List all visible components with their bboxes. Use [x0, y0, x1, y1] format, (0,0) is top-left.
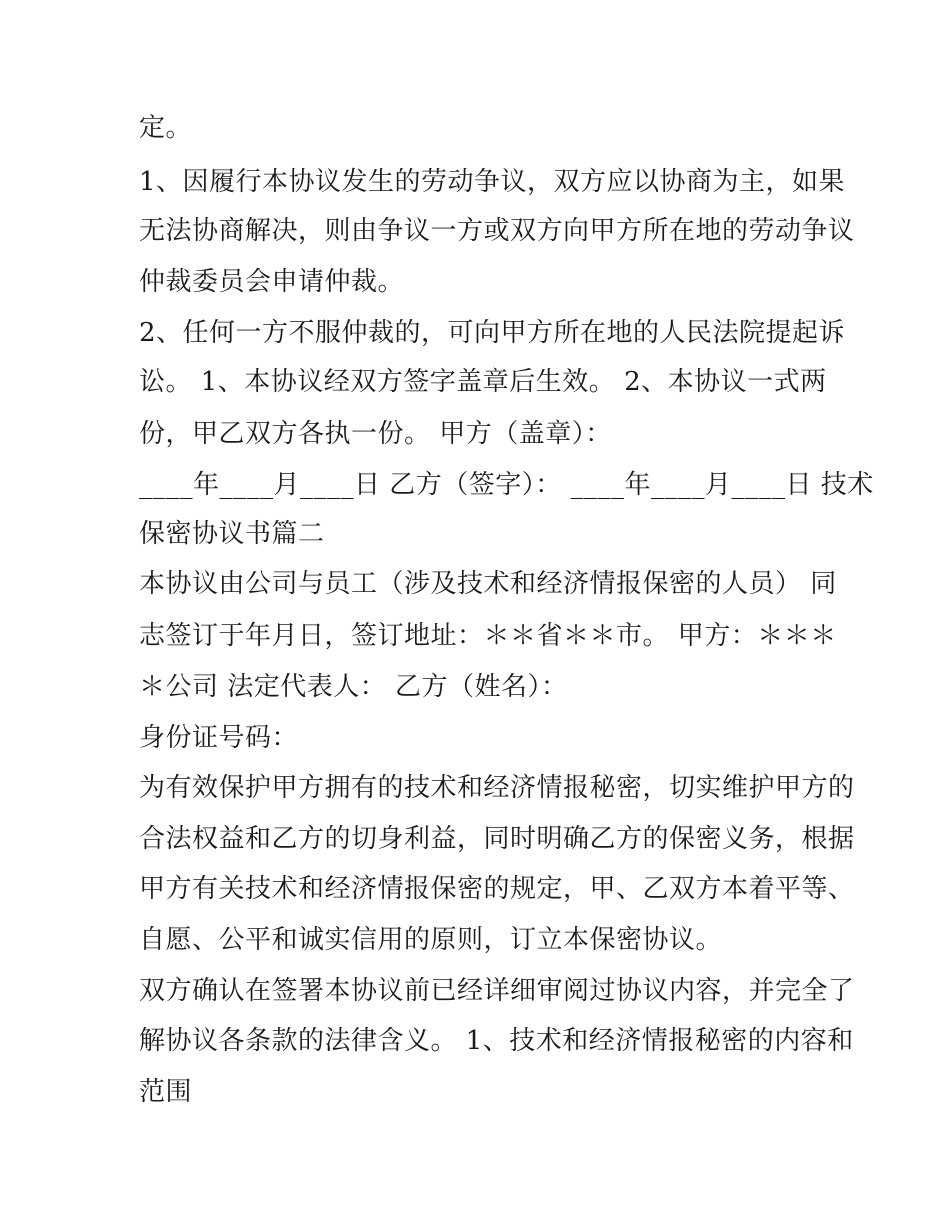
- text-line: 定。: [139, 113, 193, 143]
- text-line: 本协议由公司与员工（涉及技术和经济情报保密的人员） 同: [139, 569, 837, 599]
- text-line: 自愿、公平和诚实信用的原则，订立本保密协议。: [139, 925, 723, 955]
- text-line: 甲方有关技术和经济情报保密的规定，甲、乙双方本着平等、: [139, 874, 855, 904]
- text-line: ____年____月____日 乙方（签字）： ____年____月____日 技术: [139, 470, 874, 500]
- text-line: 为有效保护甲方拥有的技术和经济情报秘密，切实维护甲方的: [139, 773, 855, 803]
- text-line: ＊公司 法定代表人： 乙方（姓名）：: [139, 672, 568, 702]
- text-line: 身份证号码：: [139, 723, 299, 753]
- text-line: 讼。 1、本协议经双方签字盖章后生效。 2、本协议一式两: [139, 367, 827, 397]
- text-line: 范围: [139, 1077, 193, 1107]
- text-line: 双方确认在签署本协议前已经详细审阅过协议内容，并完全了: [139, 976, 855, 1006]
- text-line: 1、因履行本协议发生的劳动争议，双方应以协商为主，如果: [139, 167, 846, 197]
- text-line: 无法协商解决，则由争议一方或双方向甲方所在地的劳动争议: [139, 216, 855, 246]
- text-line: 解协议各条款的法律含义。 1、技术和经济情报秘密的内容和: [139, 1026, 854, 1056]
- text-line: 份，甲乙双方各执一份。 甲方（盖章）：: [139, 419, 612, 449]
- section-heading: 保密协议书篇二: [139, 519, 325, 549]
- text-line: 志签订于年月日，签订地址：＊＊省＊＊市。 甲方：＊＊＊: [139, 621, 837, 651]
- text-line: 仲裁委员会申请仲裁。: [139, 267, 405, 297]
- text-line: 2、任何一方不服仲裁的，可向甲方所在地的人民法院提起诉: [139, 318, 846, 348]
- text-line: 合法权益和乙方的切身利益，同时明确乙方的保密义务，根据: [139, 824, 855, 854]
